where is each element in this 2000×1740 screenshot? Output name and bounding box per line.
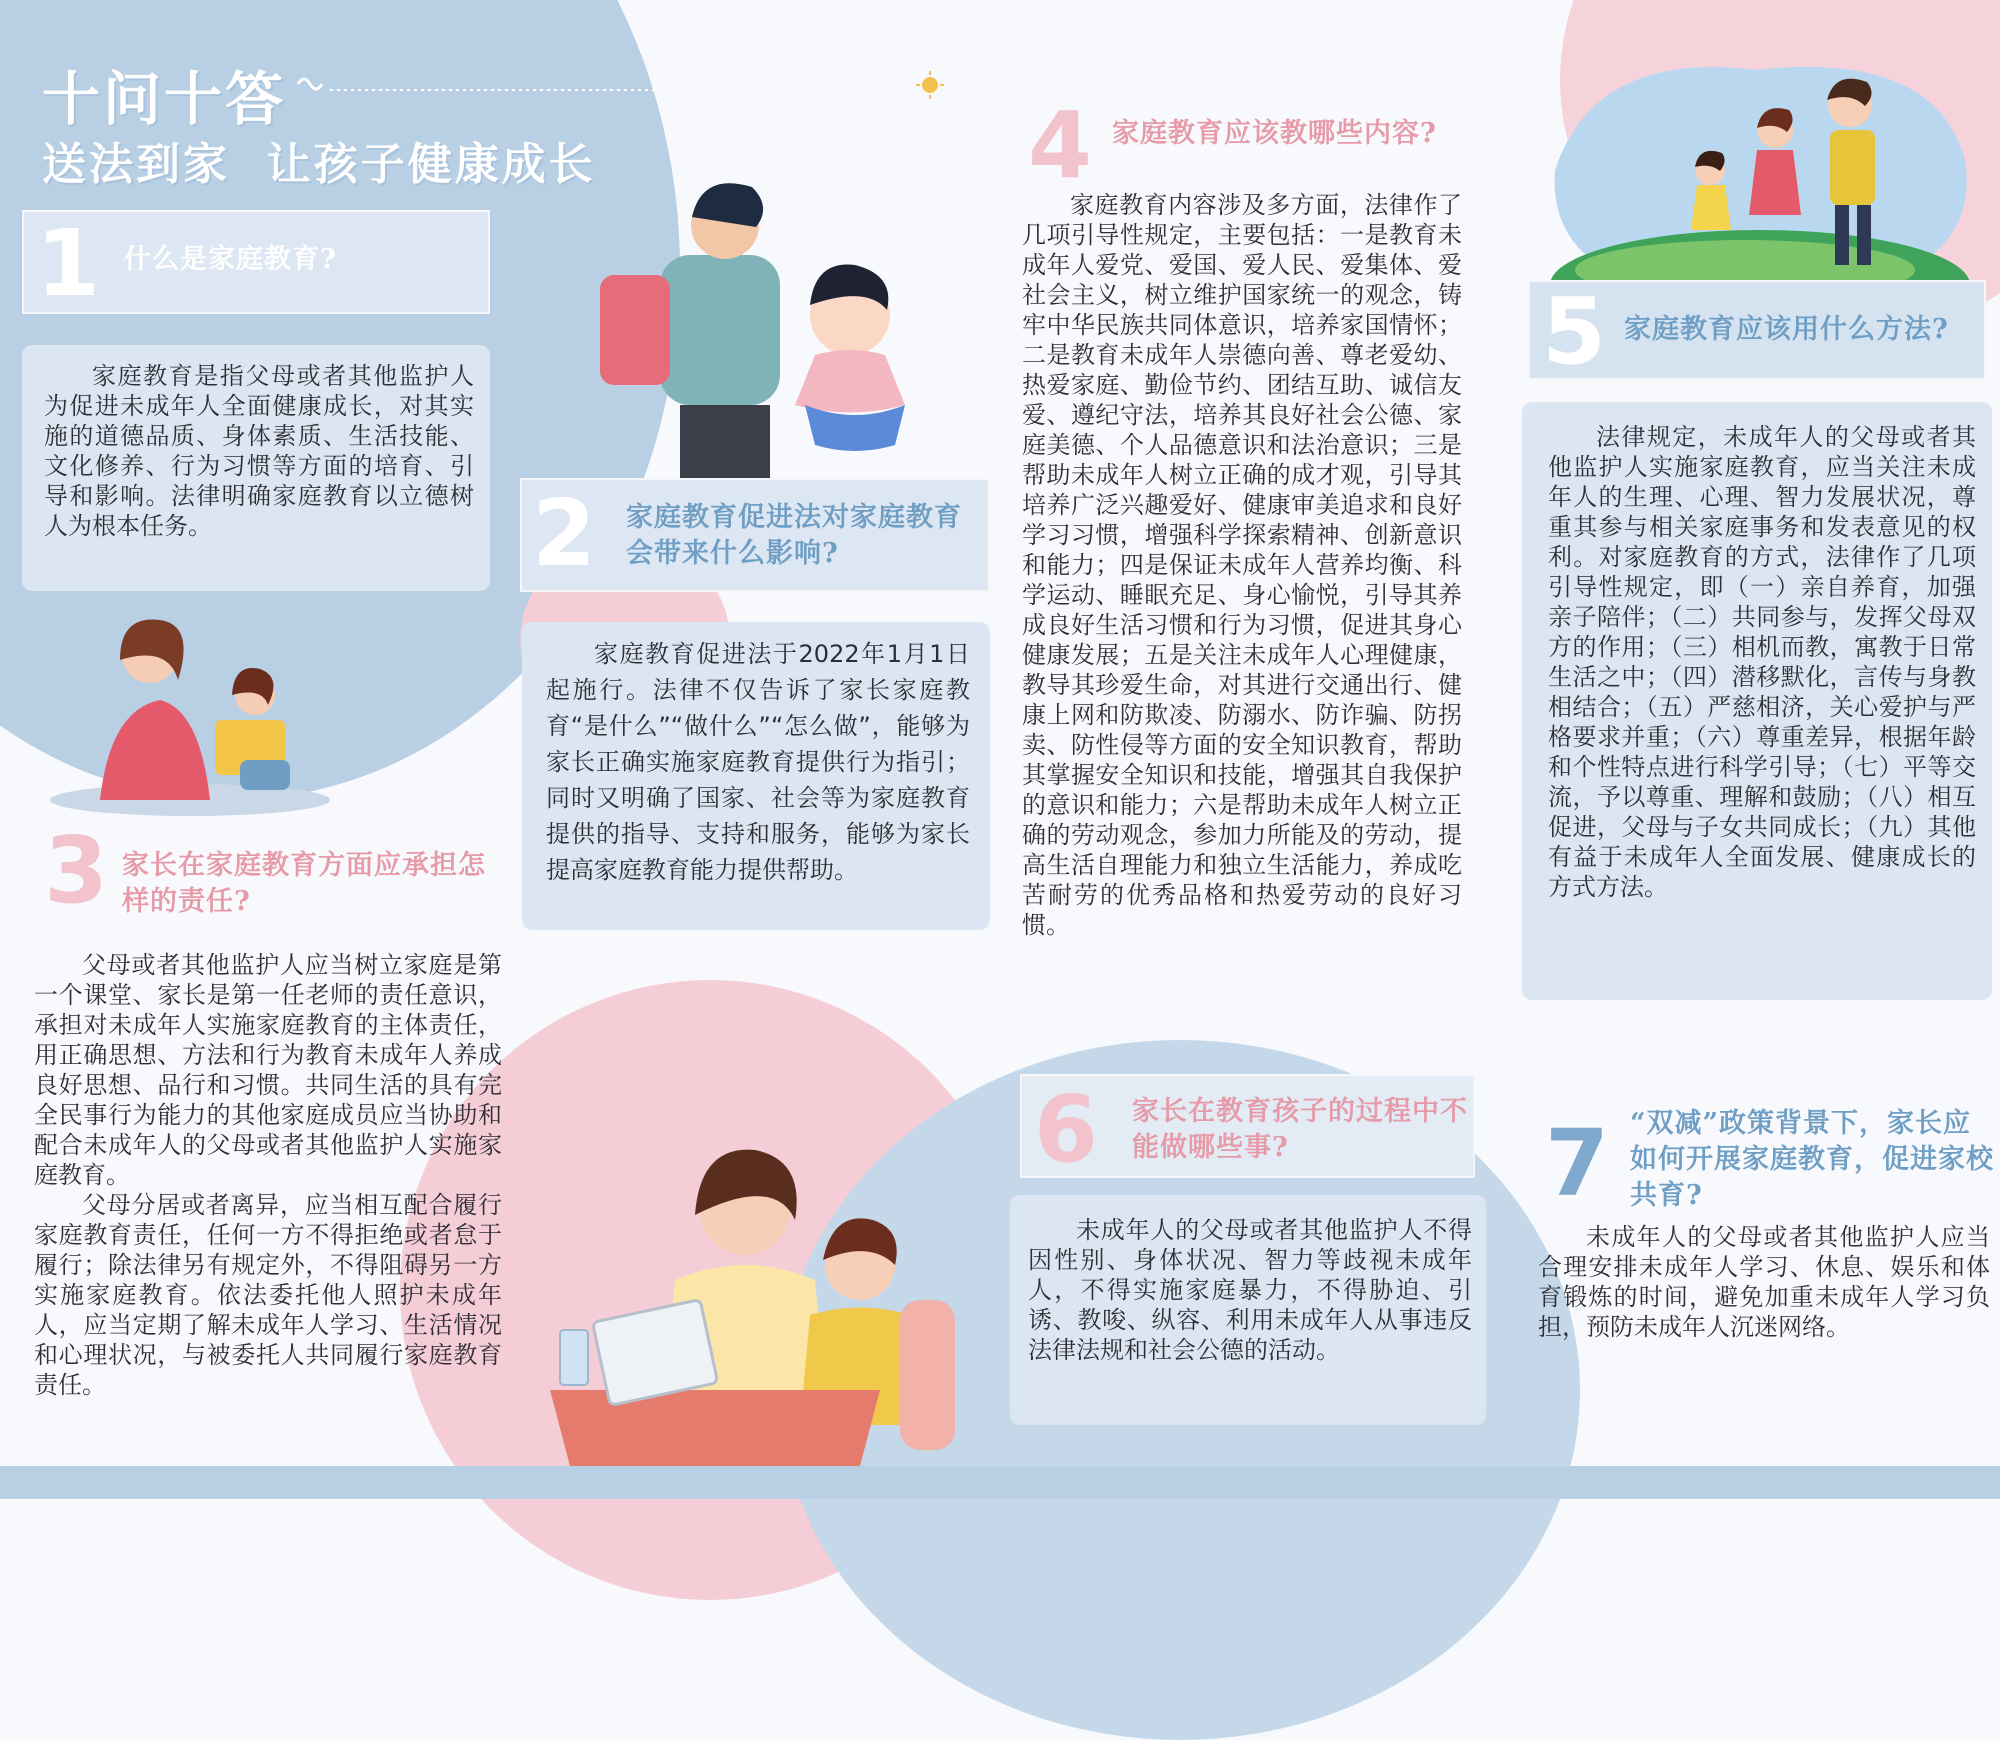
- section-5-question: 家庭教育应该用什么方法?: [1624, 314, 1949, 345]
- section-7-paragraph: 未成年人的父母或者其他监护人应当合理安排未成年人学习、休息、娱乐和体育锻炼的时间，避免加重未成年人学习负担，预防未成年人沉迷网络。: [1538, 1223, 1990, 1341]
- section-6-question: 家长在教育孩子的过程中不能做哪些事?: [1132, 1096, 1468, 1163]
- bottom-band: [0, 1466, 2000, 1499]
- mother-reading-illustration: [40, 600, 340, 820]
- section-5-paragraph: 法律规定，未成年人的父母或者其他监护人实施家庭教育，应当关注未成年人的生理、心理、智力发展状况，尊重其参与相关家庭事务和发表意见的权利。对家庭教育的方式，法律作了几项引导性规定，即（一）亲自养育，加强亲子陪伴；（二）共同参与，发挥父母双方的作用；（三）相机而教，寓教于日常生活之中；（四）潜移默化，言传与身教相结合；（五）严慈相济，关心爱护与严格要求并重；（六）尊重差异，根据年龄和个性特点进行科学引导；（七）平等交流，予以尊重、理解和鼓励；（八）相互促进，父母与子女共同成长；（九）其他有益于未成年人全面发展、健康成长的方式方法。: [1548, 423, 1976, 901]
- section-7-question: “双减”政策背景下，家长应如何开展家庭教育，促进家校共育?: [1630, 1108, 1994, 1211]
- section-3-number: 3: [44, 817, 109, 924]
- section-6-question-box: [1020, 1074, 1475, 1183]
- section-2-number: 2: [532, 480, 597, 587]
- section-5-panel: [1522, 402, 1992, 1000]
- page-title: 十问十答: [42, 65, 287, 133]
- section-6-panel: [1010, 1195, 1486, 1425]
- section-2-body: [546, 636, 970, 888]
- section-3-paragraph-1: 父母或者其他监护人应当树立家庭是第一个课堂、家长是第一任老师的责任意识，承担对未成年人实施家庭教育的主体责任，用正确思想、方法和行为教育未成年人养成良好思想、品行和习惯。共同生活的具有完全民事行为能力的其他家庭成员应当协助和配合未成年人的父母或者其他监护人实施家庭教育。: [34, 951, 502, 1189]
- section-7-number: 7: [1545, 1110, 1610, 1217]
- section-4-number: 4: [1028, 92, 1093, 199]
- section-3-body: [34, 950, 502, 1400]
- section-1-panel: [22, 345, 490, 591]
- section-6-number: 6: [1034, 1076, 1099, 1183]
- father-child-illustration: [600, 165, 930, 480]
- section-1-number: 1: [36, 210, 101, 317]
- section-4-body: [1022, 190, 1462, 940]
- section-4-paragraph: 家庭教育内容涉及多方面，法律作了几项引导性规定，主要包括：一是教育未成年人爱党、爱国、爱人民、爱集体、爱社会主义，树立维护国家统一的观念，铸牢中华民族共同体意识，培养家国情怀；二是教育未成年人崇德向善、尊老爱幼、热爱家庭、勤俭节约、团结互助、诚信友爱、遵纪守法，培养其良好社会公德、家庭美德、个人品德意识和法治意识；三是帮助未成年人树立正确的成才观，引导其培养广泛兴趣爱好、健康审美追求和良好学习习惯，增强科学探索精神、创新意识和能力；四是保证未成年人营养均衡、科学运动、睡眠充足、身心愉悦，引导其养成良好生活习惯和行为习惯，促进其身心健康发展；五是关注未成年人心理健康，教导其珍爱生命，对其进行交通出行、健康上网和防欺凌、防溺水、防诈骗、防拐卖、防性侵等方面的安全知识教育，帮助其掌握安全知识和技能，增强其自我保护的意识和能力；六是帮助未成年人树立正确的劳动观念，参加力所能及的劳动，提高生活自理能力和独立生活能力，养成吃苦耐劳的优秀品格和热爱劳动的良好习惯。: [1022, 191, 1462, 939]
- section-5-number: 5: [1542, 278, 1607, 385]
- section-2-question: 家庭教育促进法对家庭教育会带来什么影响?: [626, 502, 962, 569]
- section-3-paragraph-2: 父母分居或者离异，应当相互配合履行家庭教育责任，任何一方不得拒绝或者怠于履行；除法律另有规定外，不得阻碍另一方实施家庭教育。依法委托他人照护未成年人，应当定期了解未成年人学习、生活情况和心理状况，与被委托人共同履行家庭教育责任。: [34, 1191, 502, 1399]
- section-4-question: 家庭教育应该教哪些内容?: [1112, 118, 1437, 149]
- page-subtitle: 送法到家 让孩子健康成长: [42, 139, 596, 190]
- section-5-body: [1548, 422, 1976, 902]
- mother-child-laptop-illustration: [540, 1140, 960, 1466]
- section-1-paragraph: 家庭教育是指父母或者其他监护人为促进未成年人全面健康成长，对其实施的道德品质、身体素质、生活技能、文化修养、行为习惯等方面的培育、引导和影响。法律明确家庭教育以立德树人为根本任务。: [44, 362, 474, 540]
- section-1-question-box: [22, 210, 490, 317]
- section-5-question-box: [1528, 278, 1986, 385]
- section-7-body: [1538, 1222, 1990, 1342]
- section-2-question-box: [520, 478, 990, 592]
- section-2-panel: [522, 622, 990, 930]
- section-2-paragraph: 家庭教育促进法于2022年1月1日起施行。法律不仅告诉了家长家庭教育“是什么”“做什么”“怎么做”，能够为家长正确实施家庭教育提供行为指引；同时又明确了国家、社会等为家庭教育提供的指导、支持和服务，能够为家长提高家庭教育能力提供帮助。: [546, 640, 970, 884]
- dotted-line-decoration: [290, 70, 960, 100]
- section-6-paragraph: 未成年人的父母或者其他监护人不得因性别、身体状况、智力等歧视未成年人，不得实施家庭暴力，不得胁迫、引诱、教唆、纵容、利用未成年人从事违反法律法规和社会公德的活动。: [1028, 1216, 1472, 1364]
- family-walking-illustration: [1545, 50, 1975, 310]
- section-1-question: 什么是家庭教育?: [124, 244, 337, 275]
- section-1-body: [44, 361, 474, 541]
- section-6-body: [1028, 1215, 1472, 1365]
- section-3-question: 家长在家庭教育方面应承担怎样的责任?: [122, 850, 486, 917]
